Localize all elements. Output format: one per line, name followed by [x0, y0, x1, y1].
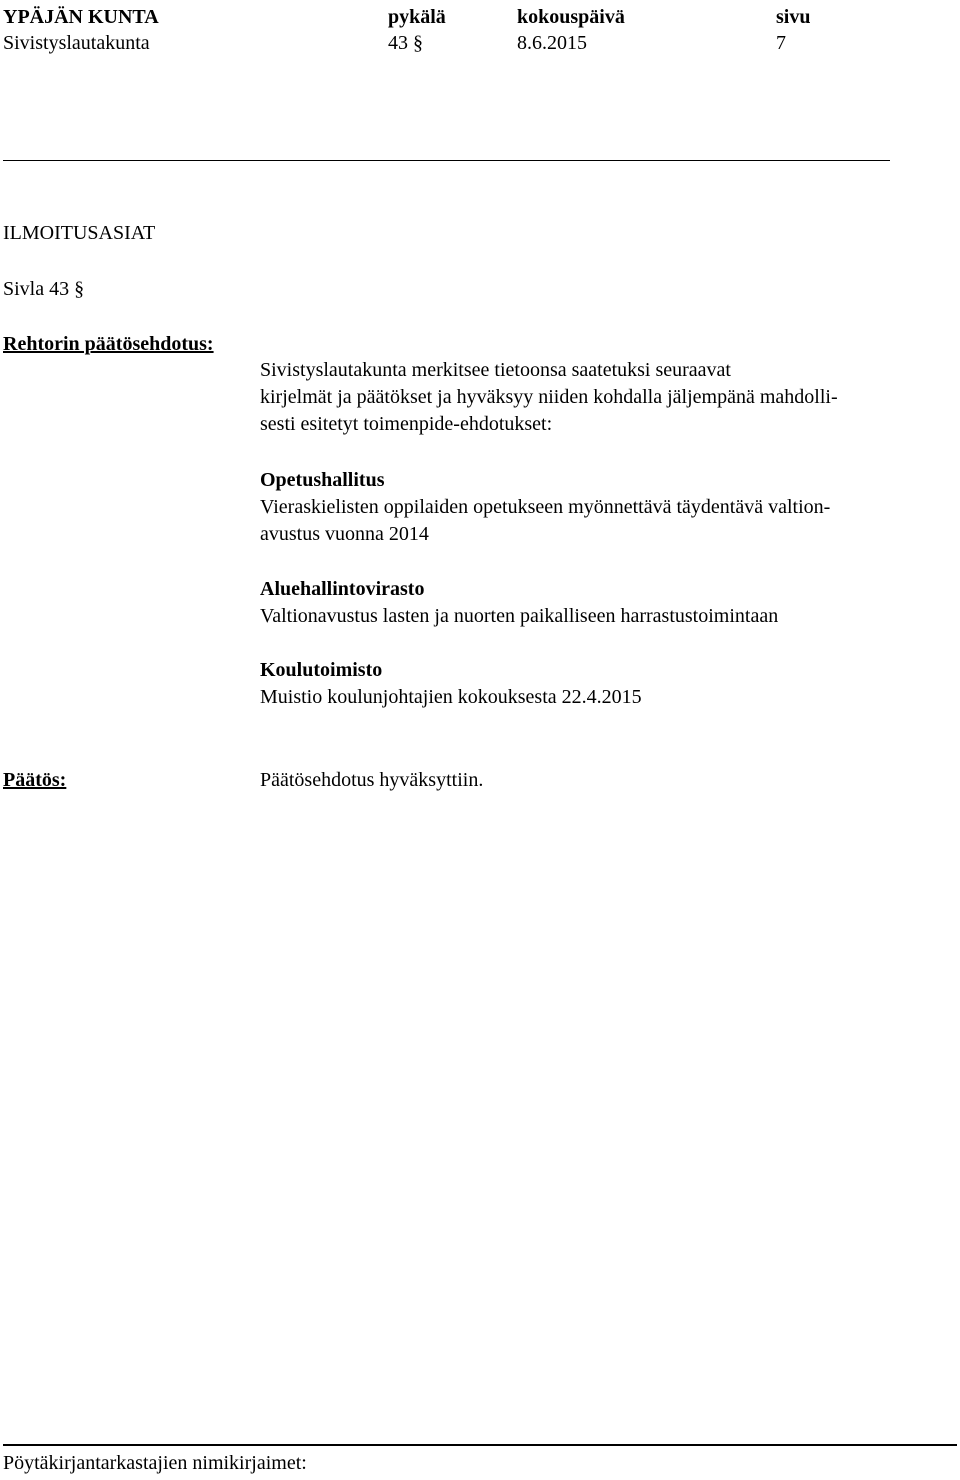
notice-item — [260, 657, 950, 711]
section-label: pykälä — [388, 6, 446, 28]
board-name: Sivistyslautakunta — [3, 32, 150, 54]
notice-line: Muistio koulunjohtajien kokouksesta 22.4.2015 — [260, 686, 642, 708]
section-heading: ILMOITUSASIAT — [3, 222, 156, 244]
proposal-label: Rehtorin päätösehdotus: — [3, 333, 214, 355]
meeting-date-label: kokouspäivä — [517, 6, 625, 28]
page-label: sivu — [776, 6, 811, 28]
meeting-date-value: 8.6.2015 — [517, 32, 587, 54]
decision-label: Päätös: — [3, 769, 67, 791]
proposal-line: sesti esitetyt toimenpide-ehdotukset: — [260, 413, 553, 435]
notice-sender: Koulutoimisto — [260, 659, 383, 681]
section-value: 43 § — [388, 32, 423, 54]
notice-line: Vieraskielisten oppilaiden opetukseen myönnettävä täydentävä valtion- — [260, 496, 831, 518]
footer-divider — [3, 1444, 957, 1446]
decision-text: Päätösehdotus hyväksyttiin. — [260, 769, 484, 791]
header-divider — [3, 160, 890, 161]
notice-line: avustus vuonna 2014 — [260, 523, 429, 545]
proposal-line: Sivistyslautakunta merkitsee tietoonsa saatetuksi seuraavat — [260, 359, 731, 381]
proposal-text — [260, 357, 950, 438]
notice-item — [260, 576, 950, 630]
reviewers-initials-label: Pöytäkirjantarkastajien nimikirjaimet: — [3, 1452, 307, 1474]
notice-sender: Opetushallitus — [260, 469, 385, 491]
proposal-line: kirjelmät ja päätökset ja hyväksyy niiden kohdalla jäljempänä mahdolli- — [260, 386, 838, 408]
page-number: 7 — [776, 32, 786, 54]
notice-item — [260, 467, 950, 548]
paragraph-reference: Sivla 43 § — [3, 278, 85, 300]
org-name: YPÄJÄN KUNTA — [3, 6, 159, 28]
notice-sender: Aluehallintovirasto — [260, 578, 425, 600]
notice-line: Valtionavustus lasten ja nuorten paikalliseen harrastustoimintaan — [260, 605, 779, 627]
